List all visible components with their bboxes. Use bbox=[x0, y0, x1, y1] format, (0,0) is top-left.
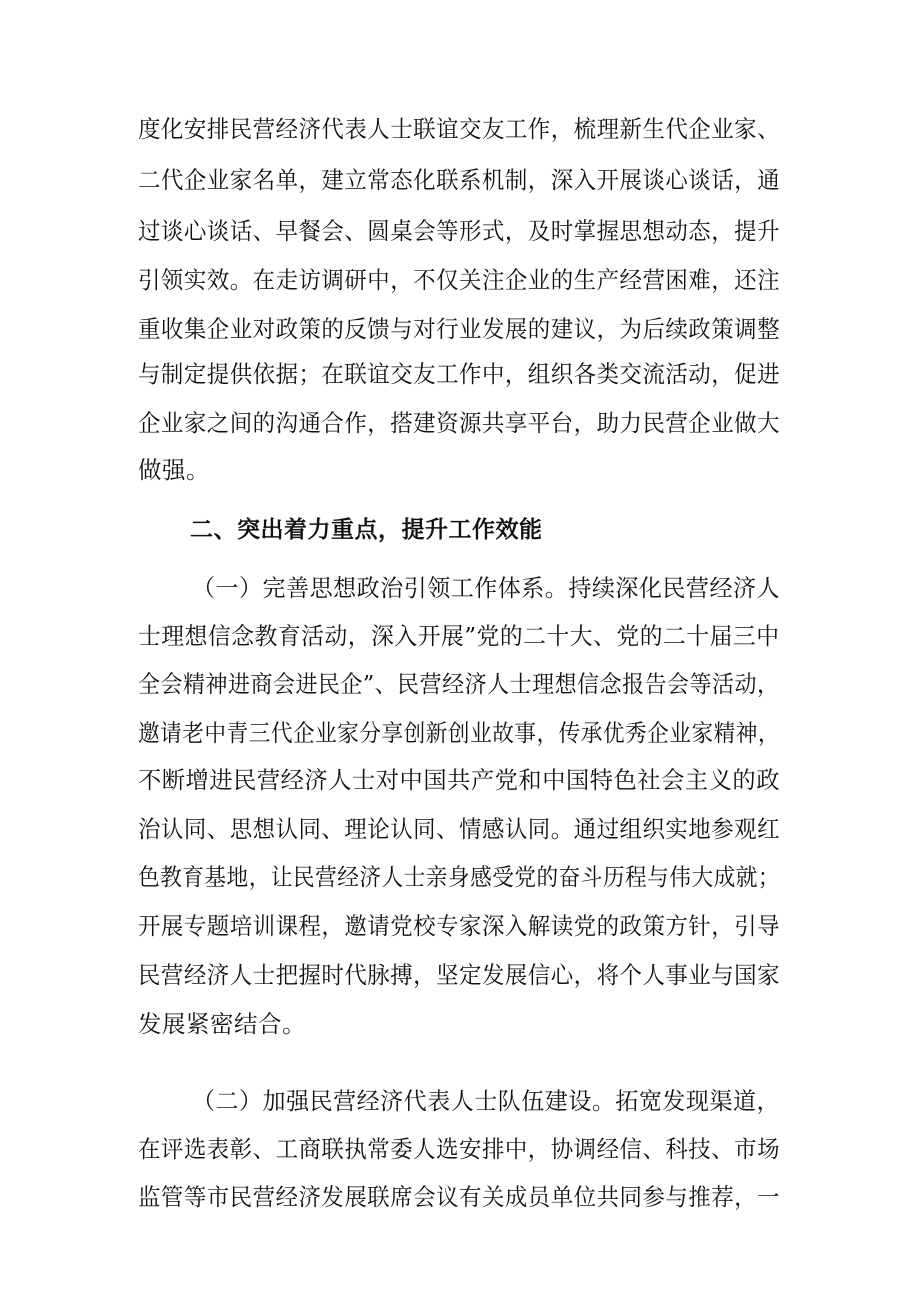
paragraph-3-line: （二）加强民营经济代表人士队伍建设。拓宽发现渠道， bbox=[192, 1087, 780, 1115]
paragraph-1-line: 过谈心谈话、早餐会、圆桌会等形式，及时掌握思想动态，提升 bbox=[138, 217, 781, 245]
paragraph-1-line: 做强。 bbox=[138, 456, 210, 484]
paragraph-1-line: 二代企业家名单，建立常态化联系机制，深入开展谈心谈话，通 bbox=[138, 166, 781, 194]
section-heading: 二、突出着力重点，提升工作效能 bbox=[190, 517, 543, 543]
paragraph-1-line: 引领实效。在走访调研中，不仅关注企业的生产经营困难，还注 bbox=[138, 266, 781, 294]
paragraph-2-line: 士理想信念教育活动，深入开展”党的二十大、党的二十届三中 bbox=[138, 622, 780, 650]
paragraph-3-line: 监管等市民营经济发展联席会议有关成员单位共同参与推荐，一 bbox=[138, 1183, 781, 1211]
paragraph-2-line: 民营经济人士把握时代脉搏，坚定发展信心，将个人事业与国家 bbox=[138, 961, 781, 989]
paragraph-3-line: 在评选表彰、工商联执常委人选安排中，协调经信、科技、市场 bbox=[138, 1135, 781, 1163]
paragraph-1-line: 度化安排民营经济代表人士联谊交友工作，梳理新生代企业家、 bbox=[138, 115, 781, 143]
paragraph-2-line: 全会精神进商会进民企”、民营经济人士理想信念报告会等活动， bbox=[138, 670, 780, 698]
paragraph-1-line: 与制定提供依据；在联谊交友工作中，组织各类交流活动，促进 bbox=[138, 360, 781, 388]
paragraph-2-line: 邀请老中青三代企业家分享创新创业故事，传承优秀企业家精神， bbox=[138, 719, 780, 747]
paragraph-2-line: 不断增进民营经济人士对中国共产党和中国特色社会主义的政 bbox=[138, 766, 780, 794]
paragraph-1-line: 重收集企业对政策的反馈与对行业发展的建议，为后续政策调整 bbox=[138, 315, 781, 343]
paragraph-2-line: 发展紧密结合。 bbox=[138, 1010, 306, 1038]
paragraph-2-line: 治认同、思想认同、理论认同、情感认同。通过组织实地参观红 bbox=[138, 815, 781, 843]
paragraph-2-line: 色教育基地，让民营经济人士亲身感受党的奋斗历程与伟大成就； bbox=[138, 863, 780, 891]
paragraph-2-line: 开展专题培训课程，邀请党校专家深入解读党的政策方针，引导 bbox=[138, 912, 781, 940]
paragraph-2-line: （一）完善思想政治引领工作体系。持续深化民营经济人 bbox=[192, 574, 780, 602]
paragraph-1-line: 企业家之间的沟通合作，搭建资源共享平台，助力民营企业做大 bbox=[138, 409, 781, 437]
